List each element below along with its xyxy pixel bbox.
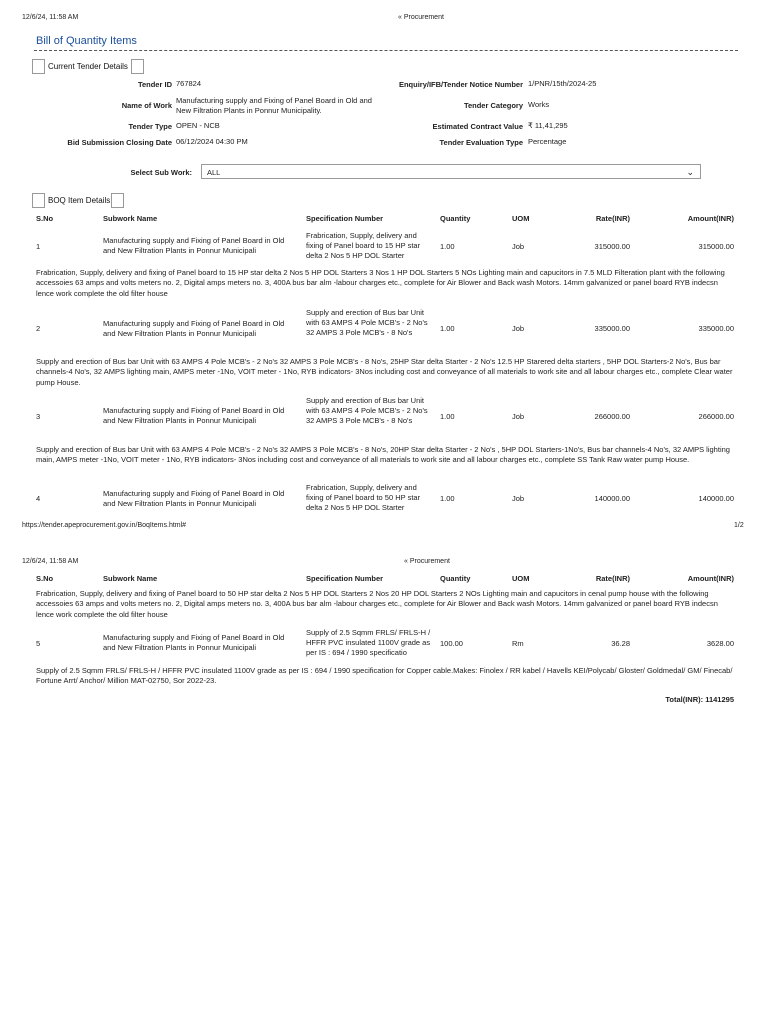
print-datetime: 12/6/24, 11:58 AM [22,558,79,565]
col-subwork: Subwork Name [103,214,158,223]
page-number: 1/2 [734,522,744,529]
col-uom: UOM [512,574,530,583]
tender-type-label: Tender Type [128,122,172,131]
row-sno: 1 [36,242,41,251]
row-subwork: Manufacturing supply and Fixing of Panel Board in Old and New Filtration Plants in Ponnur Municipali [103,319,285,338]
row-uom: Job [512,324,525,333]
row-qty: 1.00 [440,412,455,421]
subwork-select-value: ALL [207,168,221,177]
row-spec: Frabrication, Supply, delivery and fixing of Panel board to 50 HP star delta 2 Nos 5 HP DOL Starter [306,483,421,512]
print-site-title: « Procurement [404,558,450,565]
col-rate: Rate(INR) [595,214,630,223]
row-spec: Supply and erection of Bus bar Unit with 63 AMPS 4 Pole MCB's - 2 No's 32 AMPS 3 Pole MCB's - 8 No's [306,396,428,425]
evaluation-type-label: Tender Evaluation Type [439,138,523,147]
row-rate: 315000.00 [594,242,630,251]
row-uom: Job [512,412,525,421]
tender-type-value: OPEN - NCB [176,121,220,130]
row-rate: 140000.00 [594,494,630,503]
page-title: Bill of Quantity Items [36,35,137,47]
total-amount: Total(INR): 1141295 [665,695,734,704]
row-amount: 315000.00 [698,242,734,251]
col-amount: Amount(INR) [687,574,734,583]
notice-number-value: 1/PNR/15th/2024-25 [528,79,597,88]
col-rate: Rate(INR) [595,574,630,583]
row-amount: 3628.00 [706,639,734,648]
row-description: Frabrication, Supply, delivery and fixing of Panel board to 50 HP star delta 2 Nos 5 HP DOL Starters 2 Nos 20 HP DOL Starters 2 NOs Lighting main and capucitors in cenal pump house with the following accessoies 63 amps and volts meters no. 2, Digital amps meters no. 3, 400A bus bar alm -labour charges etc., complete for Air Blower and Back wash Motors. 14mm galvanized or panel board RYB indecsn lence work complete the old filter house [36,589,718,619]
print-site-title: « Procurement [398,14,444,21]
col-amount: Amount(INR) [687,214,734,223]
closing-date-value: 06/12/2024 04:30 PM [176,137,248,146]
boq-details-legend [32,193,124,208]
print-datetime: 12/6/24, 11:58 AM [22,14,79,21]
row-qty: 1.00 [440,242,455,251]
col-spec: Specification Number [306,214,384,223]
col-sno: S.No [36,574,54,583]
tender-id-label: Tender ID [137,80,172,89]
tender-category-label: Tender Category [463,101,523,110]
row-rate: 335000.00 [594,324,630,333]
notice-number-label: Enquiry/IFB/Tender Notice Number [398,80,523,89]
row-spec: Supply of 2.5 Sqmm FRLS/ FRLS-H / HFFR PVC insulated 1100V grade as per IS : 694 / 1990 specificatio [306,628,431,657]
row-qty: 100.00 [440,639,463,648]
row-subwork: Manufacturing supply and Fixing of Panel Board in Old and New Filtration Plants in Ponnur Municipali [103,489,285,508]
row-sno: 3 [36,412,41,421]
name-of-work-value: Manufacturing supply and Fixing of Panel Board in Old and New Filtration Plants in Ponnur Municipality. [176,96,372,115]
contract-value-label: Estimated Contract Value [432,122,523,131]
row-description: Supply and erection of Bus bar Unit with 63 AMPS 4 Pole MCB's - 2 No's 32 AMPS 3 Pole MCB's - 8 No's, 25HP Star delta Starter - 2 No's 12.5 HP Starered delta starters , 5HP DOL Starters-2 No's, Bus bar channels-4 No's, 32 AMPS lighting main, AMPS meter -1No, VOIT meter - 1No, RYB indicators- 3Nos including cost and conveyance of all materials to work site and all labour charges etc., complete Clear water pump House. [36,357,733,387]
col-quantity: Quantity [440,574,471,583]
col-spec: Specification Number [306,574,384,583]
row-rate: 266000.00 [594,412,630,421]
closing-date-label: Bid Submission Closing Date [67,138,172,147]
subwork-select[interactable] [201,164,701,179]
col-sno: S.No [36,214,54,223]
tender-id-value: 767824 [176,79,202,88]
row-amount: 140000.00 [698,494,734,503]
row-sno: 2 [36,324,41,333]
row-qty: 1.00 [440,324,455,333]
row-spec: Supply and erection of Bus bar Unit with 63 AMPS 4 Pole MCB's - 2 No's 32 AMPS 3 Pole MCB's - 8 No's [306,308,428,337]
row-amount: 266000.00 [698,412,734,421]
row-description: Supply and erection of Bus bar Unit with 63 AMPS 4 Pole MCB's - 2 No's 32 AMPS 3 Pole MCB's - 8 No's, 20HP Star delta Starter - 2 No's , 5HP DOL Starters-1No's, Bus bar channels-4 No's, 32 AMPS lighting main, AMPS meter -1No, VOIT meter - 1No, RYB indicators- 3Nos including cost and conveyance of all materials to work site and all labour charges etc., complete SS Tank Raw water pump House. [36,445,730,465]
row-qty: 1.00 [440,494,455,503]
col-uom: UOM [512,214,530,223]
row-sno: 5 [36,639,41,648]
contract-value-value: ₹ 11,41,295 [528,121,568,130]
print-url: https://tender.apeprocurement.gov.in/BoqItems.html# [22,522,187,529]
row-rate: 36.28 [611,639,630,648]
evaluation-type-value: Percentage [528,137,567,146]
row-uom: Rm [512,639,524,648]
row-subwork: Manufacturing supply and Fixing of Panel Board in Old and New Filtration Plants in Ponnur Municipali [103,633,285,652]
tender-category-value: Works [528,100,550,109]
boq-legend-checkbox-left[interactable] [32,193,45,208]
row-amount: 335000.00 [698,324,734,333]
row-subwork: Manufacturing supply and Fixing of Panel Board in Old and New Filtration Plants in Ponnur Municipali [103,236,285,255]
row-uom: Job [512,242,525,251]
boq-legend-checkbox-right[interactable] [111,193,124,208]
row-description: Frabrication, Supply, delivery and fixing of Panel board to 15 HP star delta 2 Nos 5 HP DOL Starters 3 Nos 1 HP DOL Starters 5 NOs Lighting main and capucitors in 7.5 MLD Filteration plant with the following accessoies 63 amps and volts meters no. 2, Digital amps meters no. 3, 400A bus bar alm -labour charges etc., complete for Air Blower and Back wash Motors. 14mm galvanized or panel board RYB indecsn lence work complete the old filter house [36,268,725,298]
row-spec: Frabrication, Supply, delivery and fixing of Panel board to 15 HP star delta 2 Nos 5 HP DOL Starter [306,231,421,260]
col-quantity: Quantity [440,214,471,223]
select-subwork-label: Select Sub Work: [130,168,192,177]
legend-checkbox-left[interactable] [32,59,45,74]
row-uom: Job [512,494,525,503]
tender-details-legend-label: Current Tender Details [48,62,128,71]
chevron-down-icon: ⌄ [686,167,694,177]
name-of-work-label: Name of Work [121,101,172,110]
row-subwork: Manufacturing supply and Fixing of Panel Board in Old and New Filtration Plants in Ponnur Municipali [103,406,285,425]
row-sno: 4 [36,494,41,503]
title-divider [34,50,738,51]
row-description: Supply of 2.5 Sqmm FRLS/ FRLS-H / HFFR PVC insulated 1100V grade as per IS : 694 / 1990 specification for Copper cable.Makes: Finolex / RR kabel / Havells KEI/Polycab/ Gloster/ Goldmedal/ GM/ Finecab/ Fortune Arrt/ Anchor/ Million MAT-02750, Sor 2022-23. [36,666,733,686]
col-subwork: Subwork Name [103,574,158,583]
legend-checkbox-right[interactable] [131,59,144,74]
tender-details-legend [32,59,144,74]
boq-details-legend-label: BOQ Item Details [48,196,111,205]
